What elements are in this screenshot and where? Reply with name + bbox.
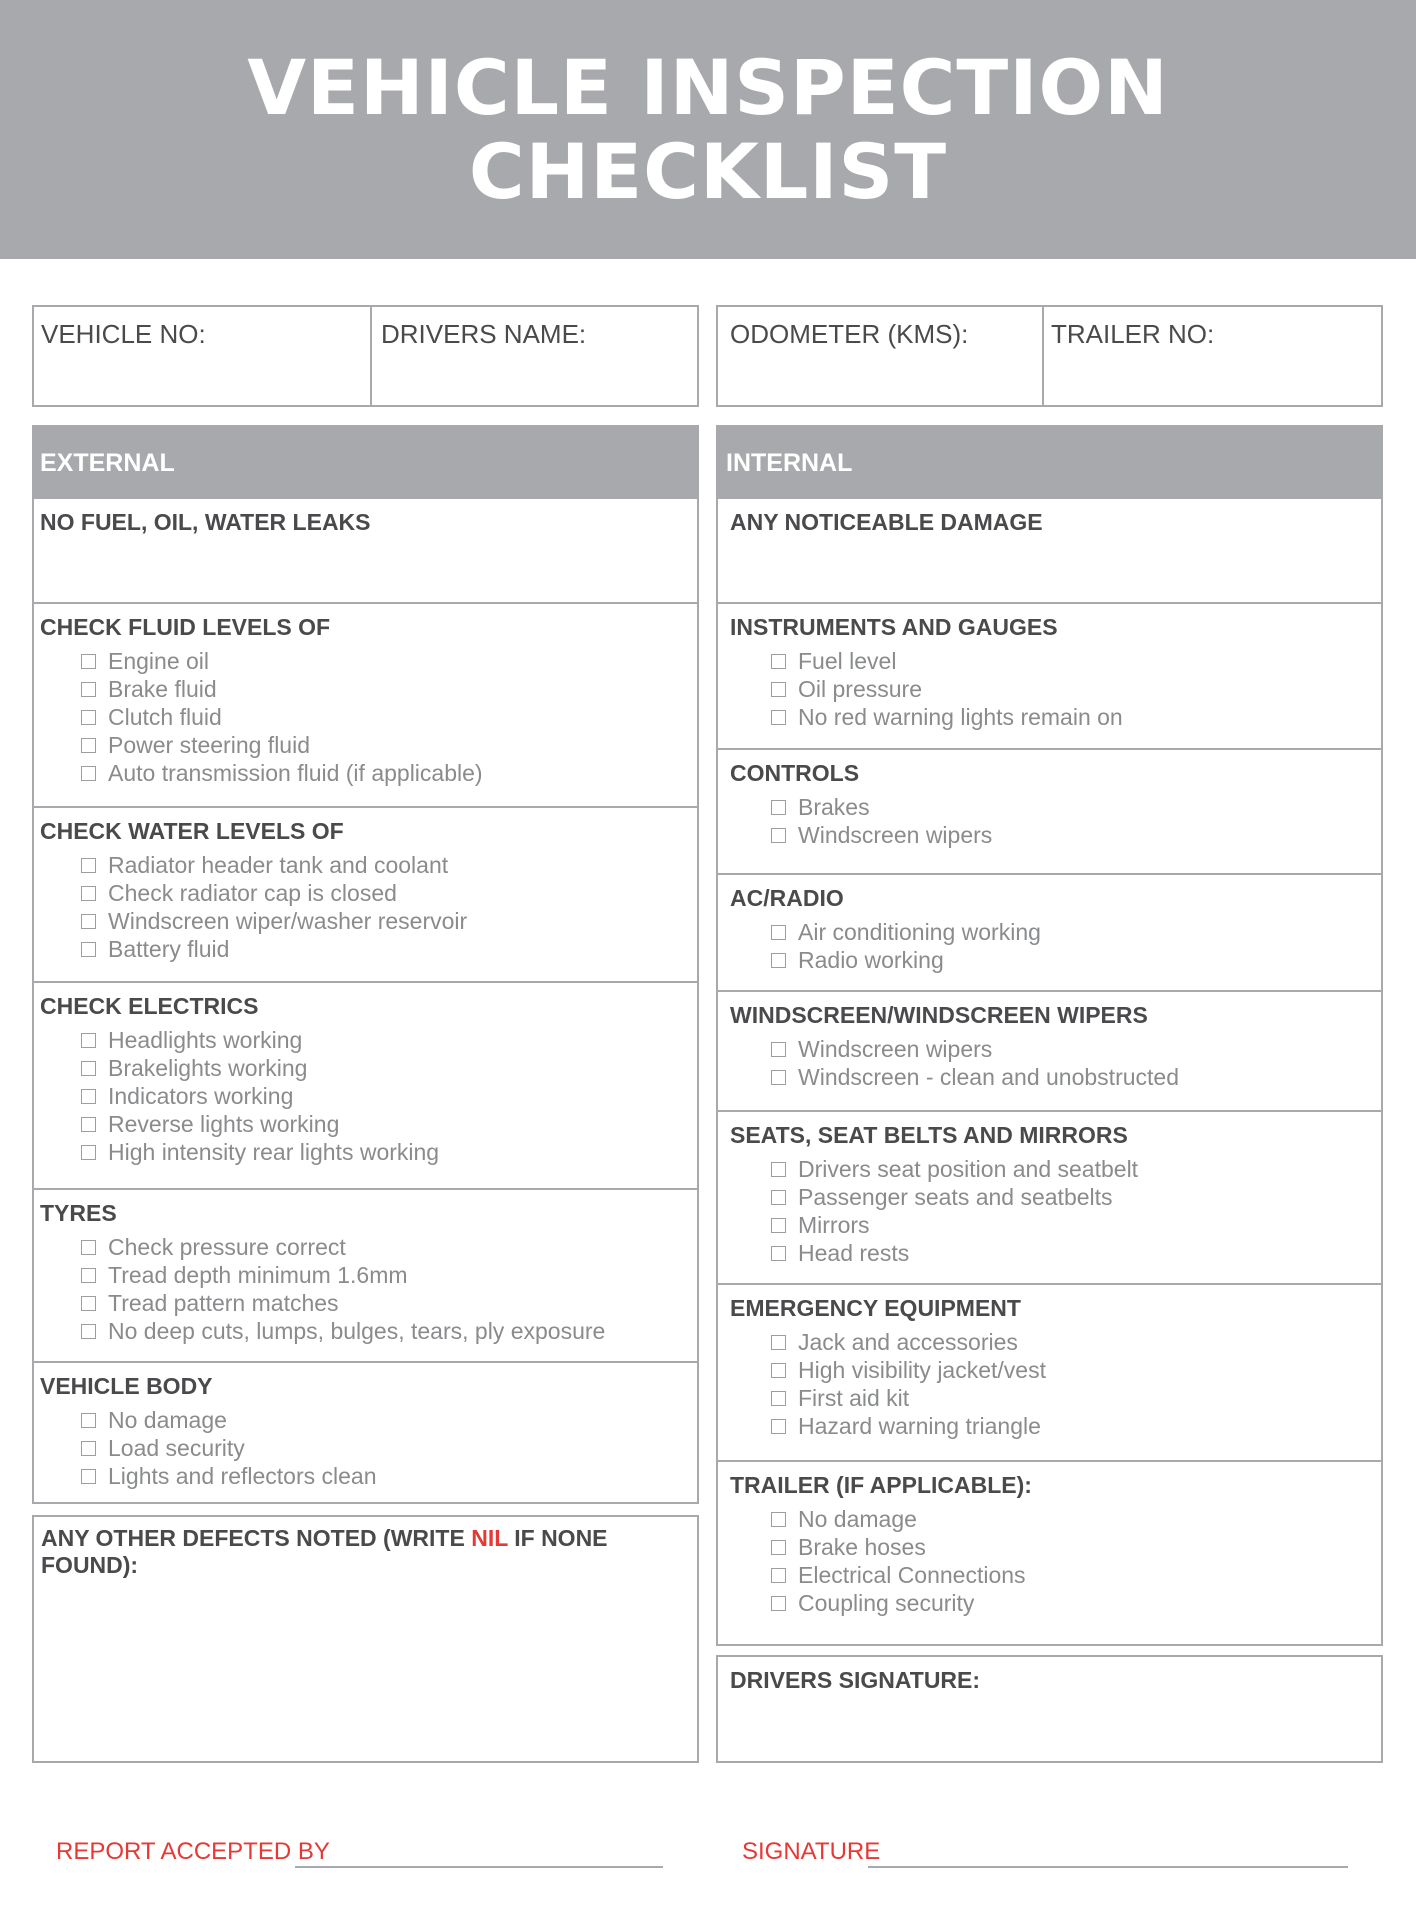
report-accepted-by-label: REPORT ACCEPTED BY: [56, 1838, 330, 1865]
other-defects-box[interactable]: [32, 1515, 699, 1763]
checklist-item-label: Passenger seats and seatbelts: [798, 1183, 1113, 1210]
internal-section: [718, 748, 1381, 873]
section-title: CONTROLS: [730, 760, 860, 786]
title-line-1: VEHICLE INSPECTION: [247, 42, 1169, 132]
checkbox[interactable]: [771, 1070, 786, 1085]
checklist-item-label: Windscreen wipers: [798, 1035, 993, 1062]
checklist-item[interactable]: [771, 821, 1381, 849]
checklist-item-label: Power steering fluid: [108, 731, 310, 758]
checklist-item[interactable]: [771, 1328, 1381, 1356]
checkbox[interactable]: [771, 1246, 786, 1261]
title-line-2: CHECKLIST: [468, 126, 948, 216]
section-title: SEATS, SEAT BELTS AND MIRRORS: [730, 1122, 1128, 1148]
checklist-item-label: No red warning lights remain on: [798, 703, 1123, 730]
section-title: VEHICLE BODY: [40, 1373, 213, 1399]
checklist-item-label: Tread pattern matches: [108, 1289, 339, 1316]
checkbox[interactable]: [81, 1089, 96, 1104]
checkbox[interactable]: [81, 1296, 96, 1311]
checklist-item[interactable]: [771, 1533, 1381, 1561]
checklist-item[interactable]: [771, 1505, 1381, 1533]
section-title: CHECK ELECTRICS: [40, 993, 259, 1019]
checklist-item[interactable]: [81, 1054, 697, 1082]
checklist-item[interactable]: [81, 647, 697, 675]
checklist-item-label: Brake hoses: [798, 1533, 926, 1560]
checklist-item[interactable]: [81, 731, 697, 759]
checklist-item[interactable]: [81, 1082, 697, 1110]
checklist-item-label: Hazard warning triangle: [798, 1412, 1041, 1439]
checklist-item[interactable]: [771, 793, 1381, 821]
checkbox[interactable]: [81, 1117, 96, 1132]
checklist-item-label: High visibility jacket/vest: [798, 1356, 1046, 1383]
checklist-item-label: Mirrors: [798, 1211, 870, 1238]
section-title: WINDSCREEN/WINDSCREEN WIPERS: [730, 1002, 1148, 1028]
checkbox[interactable]: [771, 1596, 786, 1611]
checkbox[interactable]: [81, 710, 96, 725]
internal-heading: INTERNAL: [718, 427, 1381, 499]
checklist-item[interactable]: [81, 1110, 697, 1138]
checklist-item-label: Radio working: [798, 946, 944, 973]
checkbox[interactable]: [771, 1190, 786, 1205]
checklist-item-label: Jack and accessories: [798, 1328, 1018, 1355]
checklist-item-label: Check pressure correct: [108, 1233, 346, 1260]
checklist-item[interactable]: [81, 1138, 697, 1166]
drivers-signature-box[interactable]: [716, 1655, 1383, 1763]
checklist-item[interactable]: [771, 946, 1381, 974]
checklist-item[interactable]: [81, 1289, 697, 1317]
vehicle-driver-box: [32, 305, 699, 407]
checkbox[interactable]: [81, 1441, 96, 1456]
checklist-item[interactable]: [81, 759, 697, 787]
external-section: [34, 1188, 697, 1361]
checkbox[interactable]: [771, 1512, 786, 1527]
checklist-item-label: Check radiator cap is closed: [108, 879, 397, 906]
checklist-item-label: High intensity rear lights working: [108, 1138, 440, 1165]
checklist-item-label: Windscreen wiper/washer reservoir: [108, 907, 468, 934]
checkbox[interactable]: [771, 1391, 786, 1406]
external-section: [34, 499, 697, 602]
internal-section: [718, 499, 1381, 602]
signature-line[interactable]: [868, 1866, 1348, 1868]
section-title: INSTRUMENTS AND GAUGES: [730, 614, 1058, 640]
external-section: [34, 602, 697, 806]
checkbox[interactable]: [81, 1413, 96, 1428]
checkbox[interactable]: [81, 1268, 96, 1283]
external-column: [32, 425, 699, 1504]
divider: [1042, 307, 1044, 405]
checklist-item[interactable]: [771, 647, 1381, 675]
checklist-item[interactable]: [771, 1412, 1381, 1440]
checklist-item[interactable]: [81, 851, 697, 879]
checklist-item[interactable]: [81, 1462, 697, 1490]
checklist-item-label: Battery fluid: [108, 935, 230, 962]
checklist-item-label: No damage: [798, 1505, 917, 1532]
defects-suffix: IF NONE FOUND):: [41, 1525, 608, 1578]
drivers-name-field[interactable]: DRIVERS NAME:: [381, 319, 587, 349]
checklist-item-label: Brakes: [798, 793, 870, 820]
checkbox[interactable]: [81, 858, 96, 873]
checkbox[interactable]: [771, 1218, 786, 1233]
checklist-item-label: Reverse lights working: [108, 1110, 340, 1137]
checklist-item-label: Fuel level: [798, 647, 897, 674]
checkbox[interactable]: [771, 800, 786, 815]
defects-prefix: ANY OTHER DEFECTS NOTED (WRITE: [41, 1525, 472, 1551]
checklist-item[interactable]: [771, 1035, 1381, 1063]
drivers-signature-label: DRIVERS SIGNATURE:: [730, 1667, 981, 1693]
checklist-item[interactable]: [771, 1183, 1381, 1211]
checkbox[interactable]: [771, 710, 786, 725]
checklist-item-label: No deep cuts, lumps, bulges, tears, ply exposure: [108, 1317, 606, 1344]
checkbox[interactable]: [81, 1033, 96, 1048]
checkbox[interactable]: [81, 942, 96, 957]
checkbox[interactable]: [771, 828, 786, 843]
checklist-item-label: Brakelights working: [108, 1054, 308, 1081]
internal-section: [718, 602, 1381, 748]
section-title: CHECK WATER LEVELS OF: [40, 818, 344, 844]
checkbox[interactable]: [771, 953, 786, 968]
checkbox[interactable]: [771, 1540, 786, 1555]
checklist-item-label: Clutch fluid: [108, 703, 222, 730]
checklist-item-label: Lights and reflectors clean: [108, 1462, 377, 1489]
checklist-item-label: First aid kit: [798, 1384, 910, 1411]
checklist-item[interactable]: [81, 1406, 697, 1434]
checklist-item[interactable]: [771, 1589, 1381, 1617]
checklist-item[interactable]: [81, 935, 697, 963]
odometer-field[interactable]: ODOMETER (KMS):: [730, 319, 969, 349]
checklist-item-label: Electrical Connections: [798, 1561, 1026, 1588]
checkbox[interactable]: [771, 925, 786, 940]
checklist-item[interactable]: [81, 879, 697, 907]
title-banner: [0, 0, 1416, 259]
checkbox[interactable]: [771, 1568, 786, 1583]
checklist-item[interactable]: [771, 1211, 1381, 1239]
defects-nil: NIL: [471, 1525, 508, 1551]
internal-section: [718, 1460, 1381, 1644]
checklist-item[interactable]: [81, 675, 697, 703]
checklist-item[interactable]: [81, 1261, 697, 1289]
checklist-item-label: Oil pressure: [798, 675, 922, 702]
checkbox[interactable]: [771, 1419, 786, 1434]
checklist-item[interactable]: [81, 907, 697, 935]
external-heading: EXTERNAL: [34, 427, 697, 499]
internal-section: [718, 873, 1381, 990]
checklist-item-label: Windscreen - clean and unobstructed: [798, 1063, 1179, 1090]
external-section: [34, 1361, 697, 1502]
checkbox[interactable]: [771, 654, 786, 669]
internal-section: [718, 990, 1381, 1110]
section-title: AC/RADIO: [730, 885, 844, 911]
checklist-item[interactable]: [81, 1233, 697, 1261]
checkbox[interactable]: [81, 1061, 96, 1076]
checklist-item[interactable]: [771, 1155, 1381, 1183]
checklist-item[interactable]: [771, 675, 1381, 703]
checkbox[interactable]: [81, 1469, 96, 1484]
signature-label: SIGNATURE: [742, 1838, 881, 1865]
checklist-item[interactable]: [81, 1026, 697, 1054]
section-title: NO FUEL, OIL, WATER LEAKS: [40, 509, 371, 535]
divider: [370, 307, 372, 405]
other-defects-label: [41, 1525, 697, 1579]
checkbox[interactable]: [81, 682, 96, 697]
section-title: ANY NOTICEABLE DAMAGE: [730, 509, 1043, 535]
external-section: [34, 981, 697, 1188]
external-section: [34, 806, 697, 981]
checklist-item-label: Coupling security: [798, 1589, 975, 1616]
checkbox[interactable]: [81, 654, 96, 669]
checklist-item-label: Drivers seat position and seatbelt: [798, 1155, 1139, 1182]
checklist-item[interactable]: [771, 1063, 1381, 1091]
section-title: TRAILER (IF APPLICABLE):: [730, 1472, 1032, 1498]
checklist-item[interactable]: [81, 1317, 697, 1345]
checkbox[interactable]: [771, 1363, 786, 1378]
checklist-item-label: Air conditioning working: [798, 918, 1041, 945]
checklist-item-label: Radiator header tank and coolant: [108, 851, 449, 878]
checklist-item[interactable]: [771, 1561, 1381, 1589]
checklist-item[interactable]: [771, 918, 1381, 946]
checkbox[interactable]: [771, 1162, 786, 1177]
checkbox[interactable]: [771, 682, 786, 697]
checklist-item-label: Tread depth minimum 1.6mm: [108, 1261, 408, 1288]
checkbox[interactable]: [81, 738, 96, 753]
trailer-no-field[interactable]: TRAILER NO:: [1051, 319, 1215, 349]
section-title: EMERGENCY EQUIPMENT: [730, 1295, 1021, 1321]
checklist-item-label: Engine oil: [108, 647, 210, 674]
checkbox[interactable]: [771, 1042, 786, 1057]
checkbox[interactable]: [81, 1240, 96, 1255]
section-title: CHECK FLUID LEVELS OF: [40, 614, 331, 640]
checklist-item[interactable]: [81, 1434, 697, 1462]
checklist-item[interactable]: [771, 1356, 1381, 1384]
checklist-item-label: No damage: [108, 1406, 227, 1433]
checkbox[interactable]: [81, 886, 96, 901]
checklist-item-label: Load security: [108, 1434, 245, 1461]
checklist-item-label: Windscreen wipers: [798, 821, 993, 848]
checklist-item[interactable]: [771, 703, 1381, 731]
checklist-item-label: Head rests: [798, 1239, 910, 1266]
checklist-item-label: Brake fluid: [108, 675, 217, 702]
internal-section: [718, 1283, 1381, 1460]
checkbox[interactable]: [81, 766, 96, 781]
checkbox[interactable]: [771, 1335, 786, 1350]
checklist-item[interactable]: [771, 1384, 1381, 1412]
checklist-item[interactable]: [771, 1239, 1381, 1267]
checklist-item-label: Headlights working: [108, 1026, 303, 1053]
vehicle-no-field[interactable]: VEHICLE NO:: [41, 319, 206, 349]
odometer-trailer-box: [716, 305, 1383, 407]
checklist-item-label: Auto transmission fluid (if applicable): [108, 759, 483, 786]
checkbox[interactable]: [81, 914, 96, 929]
checkbox[interactable]: [81, 1145, 96, 1160]
internal-section: [718, 1110, 1381, 1283]
internal-column: [716, 425, 1383, 1646]
report-accepted-by-line[interactable]: [295, 1866, 663, 1868]
checklist-item[interactable]: [81, 703, 697, 731]
checklist-item-label: Indicators working: [108, 1082, 294, 1109]
checkbox[interactable]: [81, 1324, 96, 1339]
section-title: TYRES: [40, 1200, 117, 1226]
